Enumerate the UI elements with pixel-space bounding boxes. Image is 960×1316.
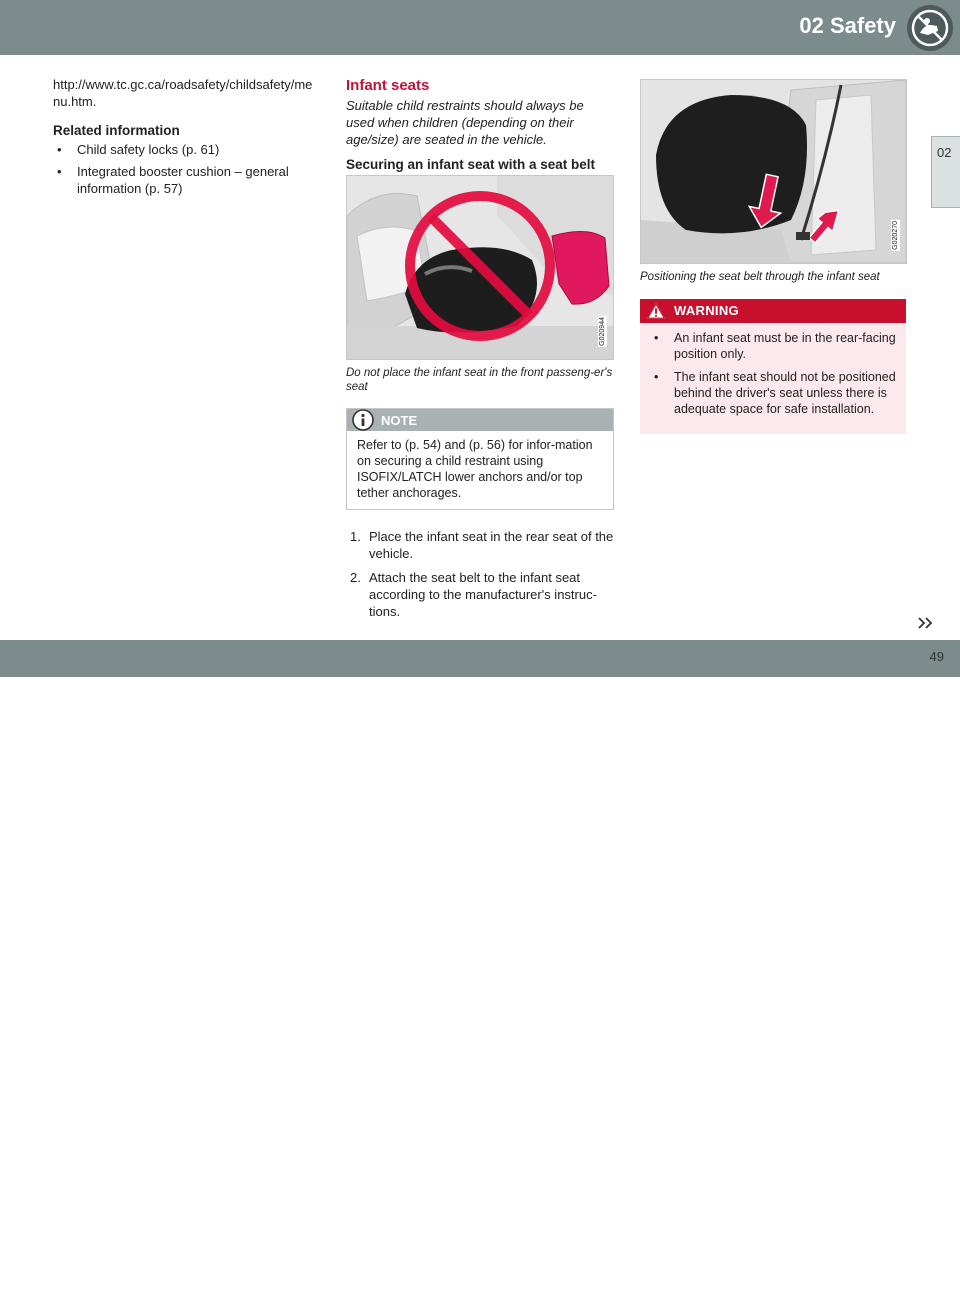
page-footer bbox=[0, 640, 960, 1315]
column-middle bbox=[346, 77, 614, 627]
step-text: Place the infant seat in the rear seat of the vehicle. bbox=[369, 529, 614, 561]
figure-infant-seat-front bbox=[346, 175, 614, 360]
note-title: NOTE bbox=[381, 413, 418, 428]
chapter-tab-label: 02 bbox=[937, 145, 952, 160]
warning-title: WARNING bbox=[674, 303, 739, 318]
warning-body bbox=[640, 323, 906, 434]
note-body: Refer to (p. 54) and (p. 56) for infor-mation on securing a child restraint using ISOFIX/LATCH lower anchors and/or top tether anchorages. bbox=[357, 438, 593, 500]
watermark-text: carmanualsonline.info bbox=[596, 1290, 840, 1315]
chapter-tab[interactable] bbox=[931, 136, 960, 208]
page-number: 49 bbox=[929, 649, 944, 664]
warning-triangle-icon bbox=[645, 300, 667, 322]
figure-seat-belt-positioning bbox=[640, 79, 907, 264]
subsection-title: Securing an infant seat with a seat belt bbox=[346, 157, 596, 172]
step-text: Attach the seat belt to the infant seat according to the manufacturer's instruc-tions. bbox=[369, 570, 597, 619]
warning-item: • The infant seat should not be positioned behind the driver's seat unless there is adequate space for safe installation. bbox=[650, 369, 896, 417]
page-header bbox=[0, 0, 960, 55]
no-airbag-child-seat-icon bbox=[906, 4, 954, 52]
related-link-booster-cushion[interactable]: • Integrated booster cushion – general information (p. 57) bbox=[53, 163, 315, 197]
warning-header bbox=[640, 299, 906, 323]
step-number: 1. bbox=[350, 529, 361, 544]
warning-list bbox=[650, 330, 896, 417]
steps-list bbox=[346, 528, 614, 620]
note-box bbox=[346, 408, 614, 510]
double-chevron-right-icon[interactable] bbox=[918, 617, 934, 629]
note-header bbox=[347, 409, 613, 431]
step-number: 2. bbox=[350, 570, 361, 585]
figure-caption: Do not place the infant seat in the front passeng-er's seat bbox=[346, 367, 613, 393]
info-icon bbox=[351, 408, 375, 432]
step-item bbox=[346, 528, 614, 562]
figure-code: G020270 bbox=[892, 221, 899, 250]
warning-box bbox=[640, 299, 906, 434]
chapter-title: 02 Safety bbox=[799, 13, 896, 38]
section-title: Infant seats bbox=[346, 77, 430, 94]
warning-item: • An infant seat must be in the rear-facing position only. bbox=[650, 330, 896, 362]
related-link-child-safety-locks[interactable]: • Child safety locks (p. 61) bbox=[53, 141, 315, 158]
related-list bbox=[53, 141, 315, 197]
figure-code: G020944 bbox=[599, 317, 606, 346]
related-information-heading: Related information bbox=[53, 123, 180, 138]
step-item bbox=[346, 569, 614, 620]
infant-seat-front-illustration bbox=[347, 176, 613, 359]
figure-caption: Positioning the seat belt through the infant seat bbox=[640, 271, 880, 283]
intro-text: Suitable child restraints should always be used when children (depending on their age/size) are seated in the vehicle. bbox=[346, 98, 584, 147]
seat-belt-positioning-illustration bbox=[641, 80, 906, 263]
url-text[interactable]: http://www.tc.gc.ca/roadsafety/childsafety/menu.htm. bbox=[53, 77, 313, 109]
column-left bbox=[53, 76, 315, 202]
column-right bbox=[640, 79, 906, 434]
